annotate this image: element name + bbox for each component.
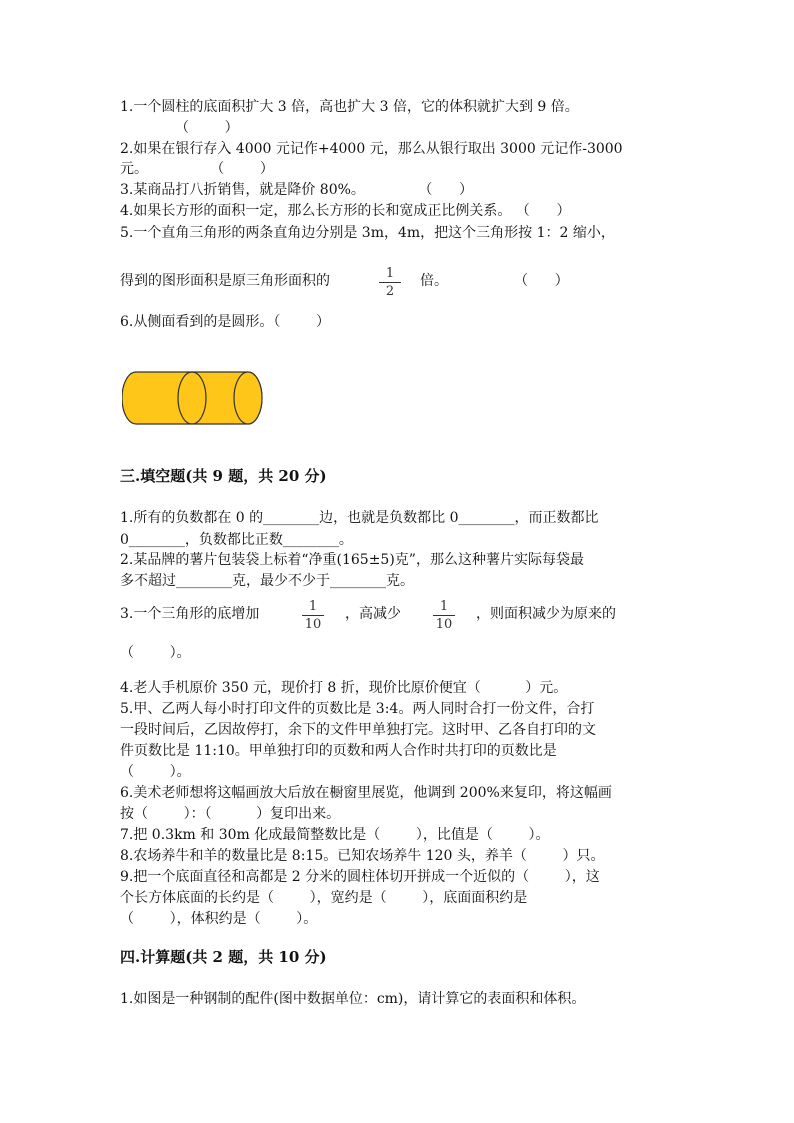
- cylinder-figure: [122, 370, 272, 430]
- section-heading-fill-blanks: 三.填空题(共 9 题，共 20 分): [120, 467, 327, 485]
- fill-q8: 8.农场养牛和羊的数量比是 8:15。已知农场养牛 120 头，养羊（ ）只。: [120, 848, 605, 864]
- fill-q9-line3: （ ），体积约是（ ）。: [120, 911, 318, 927]
- fill-q1-line2: 0________，负数都比正数________。: [120, 532, 353, 548]
- judge-q3: 3.某商品打八折销售，就是降价 80%。 （ ）: [120, 182, 474, 198]
- judge-q6: 6.从侧面看到的是圆形。（ ）: [120, 314, 330, 330]
- fill-q3-paren: （ ）。: [120, 645, 191, 661]
- fill-q5-line4: （ ）。: [120, 764, 191, 780]
- fill-q2-line2: 多不超过________克，最少不少于________克。: [120, 573, 414, 589]
- fill-q6-line2: 按（ ）：（ ）复印出来。: [120, 806, 341, 822]
- judge-q4: 4.如果长方形的面积一定，那么长方形的长和宽成正比例关系。 （ ）: [120, 203, 571, 219]
- judge-q5-bei: 倍。: [420, 273, 448, 289]
- fill-q3-text-a: 3.一个三角形的底增加: [120, 606, 260, 622]
- section-heading-calculation: 四.计算题(共 2 题，共 10 分): [120, 948, 327, 966]
- judge-q1-paren: （ ）: [175, 120, 239, 136]
- fill-q7: 7.把 0.3km 和 30m 化成最简整数比是（ ），比值是（ ）。: [120, 827, 550, 843]
- judge-q5-paren: （ ）: [514, 273, 569, 289]
- fraction-denominator: 10: [304, 617, 322, 632]
- judge-q2-line1: 2.如果在银行存入 4000 元记作+4000 元，那么从银行取出 3000 元记作-3000: [120, 141, 623, 157]
- fill-q9-line1: 9.把一个底面直径和高都是 2 分米的圆柱体切开拼成一个近似的（ ），这: [120, 869, 600, 885]
- fill-q5-line3: 件页数比是 11:10。甲单独打印的页数和两人合作时共打印的页数比是: [120, 743, 557, 759]
- fill-q3-text-c: ，则面积减少为原来的: [476, 606, 616, 622]
- fill-q5-line1: 5.甲、乙两人每小时打印文件的页数比是 3:4。两人同时合打一份文件，合打: [120, 701, 595, 717]
- judge-q5-line2-text: 得到的图形面积是原三角形面积的: [120, 273, 330, 289]
- fraction-denominator: 10: [435, 617, 453, 632]
- judge-q2-line2: 元。 （ ）: [120, 161, 274, 177]
- fraction-one-half: [379, 266, 401, 299]
- fraction-numerator: 1: [379, 266, 401, 283]
- fill-q4: 4.老人手机原价 350 元，现价打 8 折，现价比原价便宜（ ）元。: [120, 680, 568, 696]
- fraction-numerator: 1: [433, 599, 455, 616]
- fill-q6-line1: 6.美术老师想将这幅画放大后放在橱窗里展览，他调到 200%来复印，将这幅画: [120, 785, 612, 801]
- cylinder-end-cap: [234, 372, 262, 424]
- fraction-numerator: 1: [302, 599, 324, 616]
- fraction-one-tenth-a: [302, 599, 324, 632]
- fill-q9-line2: 个长方体底面的长约是（ ），宽约是（ ），底面面积约是: [120, 890, 528, 906]
- fill-q5-line2: 一段时间后，乙因故停打，余下的文件甲单独打完。这时甲、乙各自打印的文: [120, 722, 596, 738]
- fill-q2-line1: 2.某品牌的薯片包装袋上标着“净重(165±5)克”，那么这种薯片实际每袋最: [120, 552, 584, 568]
- fraction-one-tenth-b: [433, 599, 455, 632]
- fraction-denominator: 2: [385, 284, 395, 299]
- fill-q3-text-b: ，高减少: [345, 606, 401, 622]
- calc-q1: 1.如图是一种钢制的配件(图中数据单位：cm)，请计算它的表面积和体积。: [120, 991, 586, 1007]
- judge-q5-line1: 5.一个直角三角形的两条直角边分别是 3m，4m，把这个三角形按 1：2 缩小，: [120, 225, 615, 241]
- fill-q1-line1: 1.所有的负数都在 0 的________边，也就是负数都比 0________，而正数都比: [120, 510, 599, 526]
- judge-q1-line1: 1.一个圆柱的底面积扩大 3 倍，高也扩大 3 倍，它的体积就扩大到 9 倍。: [120, 99, 579, 115]
